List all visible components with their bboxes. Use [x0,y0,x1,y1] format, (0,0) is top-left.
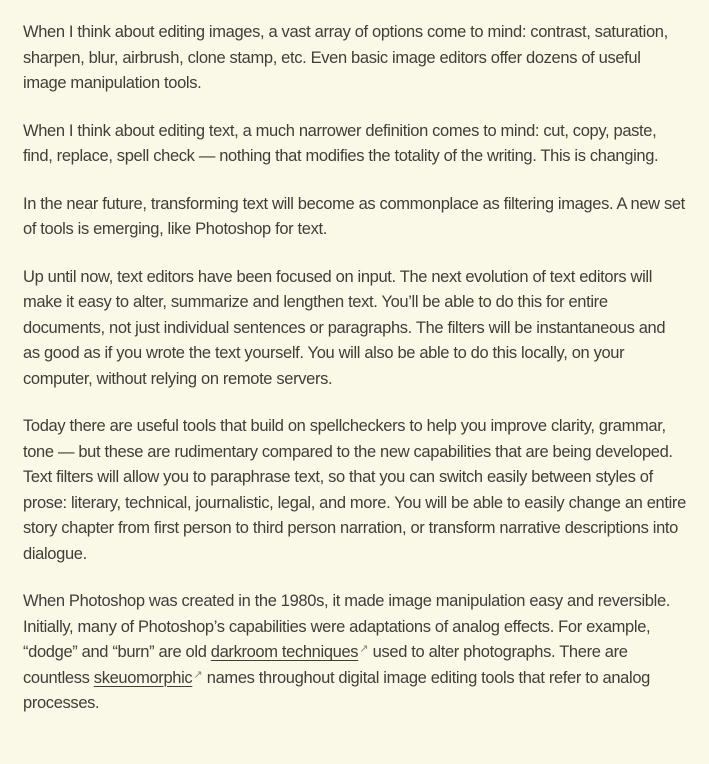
paragraph [23,119,686,170]
inline-link[interactable]: darkroom techniques [210,643,359,661]
paragraph-text: Up until now, text editors have been focused on input. The next evolution of text editors will make it easy to alter, summarize and lengthen text. You’ll be able to do this for entire documents, not just individual sentences or paragraphs. The filters will be instantaneous and as good as if you wrote the text yourself. You will also be able to do this locally, on your computer, without relying on remote servers. [23,267,666,388]
paragraph-text: When Photoshop was created in the 1980s, it made image manipulation easy and reversible. Initially, many of Photoshop’s capabilities were adaptations of analog effects. For example, “dodge” and “burn” are old [23,592,671,661]
paragraph-text: When I think about editing text, a much narrower definition comes to mind: cut, copy, paste, find, replace, spell check — nothing that modifies the totality of the writing. This is changing. [23,121,659,165]
paragraph-text: In the near future, transforming text will become as commonplace as filtering images. A new set of tools is emerging, like Photoshop for text. [23,194,685,238]
paragraph [23,20,686,97]
paragraph [23,589,686,717]
external-link-icon: ↗ [193,668,203,681]
paragraph-text: used to alter photographs. There are countless [23,643,628,687]
paragraph [23,265,686,393]
paragraph-text: names throughout digital image editing tools that refer to analog processes. [23,668,650,712]
paragraph [23,192,686,243]
inline-link[interactable]: skeuomorphic [93,668,193,687]
paragraph-text: Today there are useful tools that build on spellcheckers to help you improve clarity, grammar, tone — but these are rudimentary compared to the new capabilities that are being developed. Text filters will allow you to paraphrase text, so that you can switch easily between styles of prose: literary, technical, journalistic, legal, and more. You will be able to easily change an entire story chapter from first person to third person narration, or transform narrative descriptions into dialogue. [23,417,686,563]
paragraph-text: When I think about editing images, a vast array of options come to mind: contrast, saturation, sharpen, blur, airbrush, clone stamp, etc. Even basic image editors offer dozens of useful image manipulation tools. [23,23,668,92]
paragraph [23,414,686,567]
external-link-icon: ↗ [359,643,369,655]
